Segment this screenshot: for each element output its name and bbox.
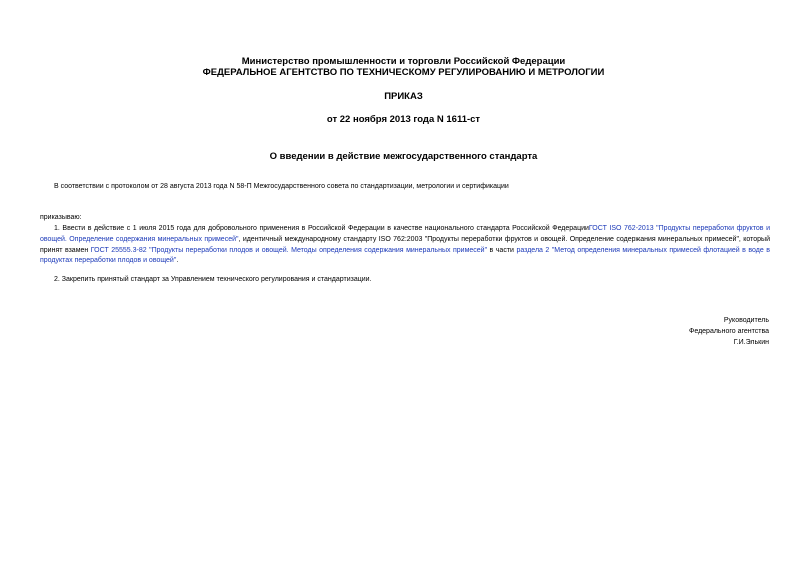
item-1-text-1: 1. Ввести в действие с 1 июля 2015 года для добровольного применения в Российской Федерации в качестве национального стандарта Российской Федерации bbox=[54, 225, 589, 232]
signature-name: Г.И.Элькин bbox=[733, 339, 769, 346]
order-title: ПРИКАЗ bbox=[384, 91, 423, 102]
item-1-text-2: , идентичный международному стандарту ISO 762:2003 "Продукты переработки фруктов и овощей. Определение содержания минеральных примесей", который принят взамен bbox=[40, 235, 770, 254]
gost-iso-762-link[interactable]: ГОСТ ISO 762-2013 "Продукты переработки фруктов и овощей. Определение содержания минеральных примесей" bbox=[40, 225, 770, 243]
decree-word: приказываю: bbox=[40, 214, 82, 221]
signature-block bbox=[689, 315, 769, 348]
order-date: от 22 ноября 2013 года N 1611-ст bbox=[326, 114, 481, 125]
order-subject: О введении в действие межгосударственного стандарта bbox=[269, 151, 538, 162]
signature-role: Руководитель bbox=[723, 317, 769, 324]
gost-25555-link[interactable]: ГОСТ 25555.3-82 "Продукты переработки плодов и овощей. Методы определения содержания минеральных примесей" bbox=[90, 246, 488, 254]
item-2-paragraph: 2. Закрепить принятый стандарт за Управлением технического регулирования и стандартизации. bbox=[54, 276, 372, 283]
agency-name: ФЕДЕРАЛЬНОЕ АГЕНТСТВО ПО ТЕХНИЧЕСКОМУ РЕГУЛИРОВАНИЮ И МЕТРОЛОГИИ bbox=[202, 67, 605, 78]
item-1-text-3: в части bbox=[487, 246, 517, 254]
item-1-text-4: . bbox=[176, 257, 179, 265]
section-2-link[interactable]: раздела 2 "Метод определения минеральных примесей флотацией в воде в продуктах переработки плодов и овощей" bbox=[40, 246, 770, 265]
signature-org: Федерального агентства bbox=[689, 328, 769, 335]
ministry-name: Министерство промышленности и торговли Российской Федерации bbox=[241, 56, 566, 67]
item-1-paragraph bbox=[40, 224, 770, 267]
preamble-paragraph: В соответствии с протоколом от 28 августа 2013 года N 58-П Межгосударственного совета по стандартизации, метрологии и сертификации bbox=[54, 183, 509, 190]
